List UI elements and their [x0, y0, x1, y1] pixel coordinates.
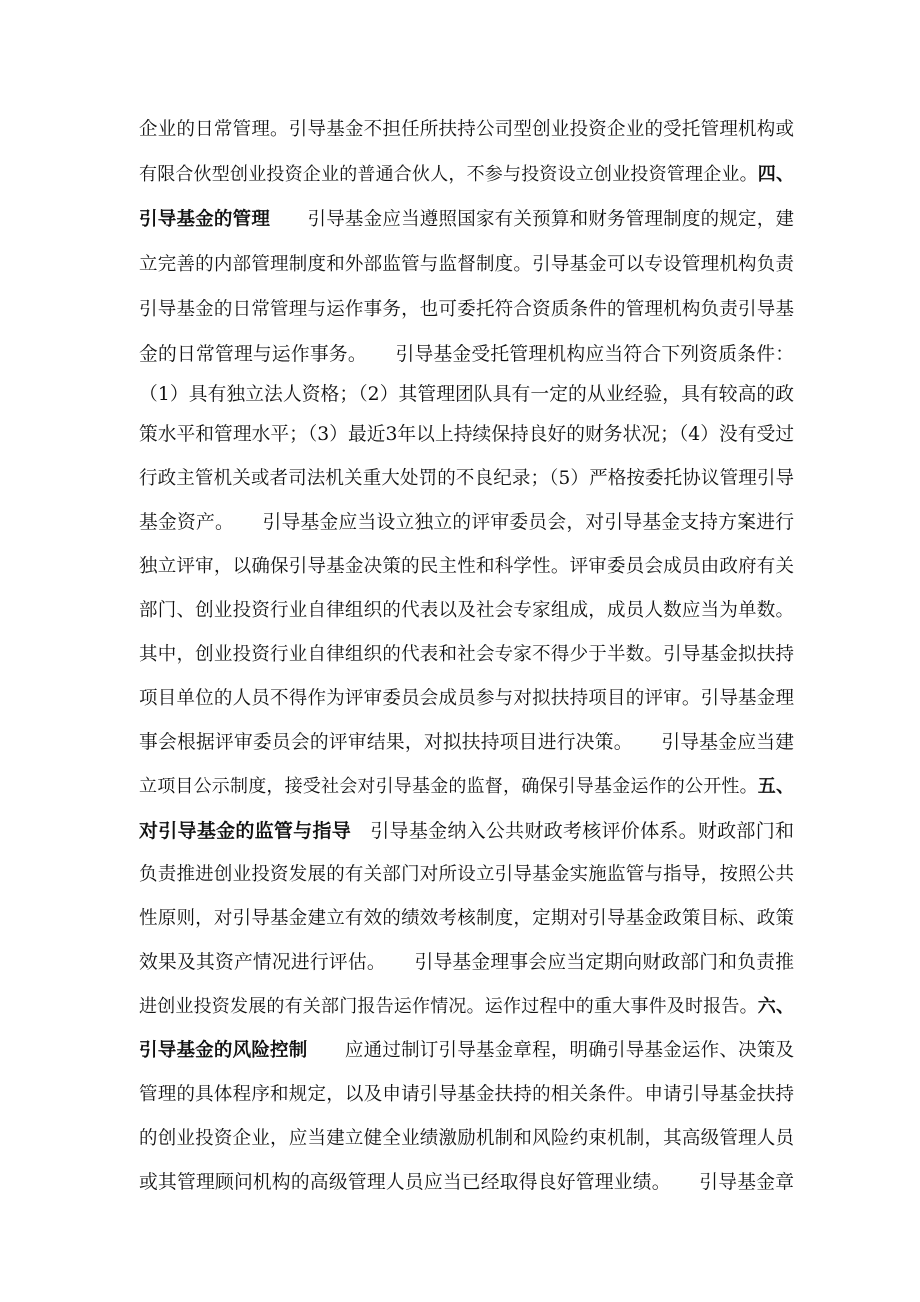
line-text: 应通过制订引导基金章程，明确引导基金运作、决策及	[307, 1040, 794, 1061]
line-text: 企业的日常管理。引导基金不担任所扶持公司型创业投资企业的受托管理机构或	[139, 119, 794, 140]
text-line	[139, 420, 794, 450]
text-line	[139, 1036, 794, 1066]
line-text: 的创业投资企业，应当建立健全业绩激励机制和风险约束机制，其高级管理人员	[139, 1128, 794, 1149]
text-line	[139, 1168, 794, 1198]
line-text: 独立评审，以确保引导基金决策的民主性和科学性。评审委员会成员由政府有关	[139, 556, 794, 577]
text-line	[139, 596, 794, 626]
line-text: 策水平和管理水平；（3）最近3年以上持续保持良好的财务状况；（4）没有受过	[139, 424, 794, 445]
line-text: 行政主管机关或者司法机关重大处罚的不良纪录；（5）严格按委托协议管理引导	[139, 468, 794, 489]
text-line	[139, 992, 794, 1022]
section-heading: 对引导基金的监管与指导	[139, 820, 351, 842]
line-text: 负责推进创业投资发展的有关部门对所设立引导基金实施监管与指导，按照公共	[139, 864, 794, 885]
text-line	[139, 115, 794, 145]
line-text: 效果及其资产情况进行评估。 引导基金理事会应当定期向财政部门和负责推	[139, 952, 794, 973]
line-text: 部门、创业投资行业自律组织的代表以及社会专家组成，成员人数应当为单数。	[139, 600, 794, 621]
line-text: 立完善的内部管理制度和外部监管与监督制度。引导基金可以专设管理机构负责	[139, 254, 794, 275]
section-number: 五、	[757, 776, 794, 797]
line-text: 基金资产。 引导基金应当设立独立的评审委员会，对引导基金支持方案进行	[139, 512, 794, 533]
line-text: 有限合伙型创业投资企业的普通合伙人，不参与投资设立创业投资管理企业。	[139, 164, 758, 185]
text-line	[139, 816, 794, 846]
text-line	[139, 295, 794, 325]
text-line	[139, 904, 794, 934]
text-line	[139, 340, 794, 370]
text-line	[139, 464, 794, 494]
text-line	[139, 772, 794, 802]
text-line	[139, 860, 794, 890]
section-number: 四、	[757, 164, 794, 185]
line-text: 引导基金纳入公共财政考核评价体系。财政部门和	[351, 820, 794, 842]
line-text: 金的日常管理与运作事务。 引导基金受托管理机构应当符合下列资质条件：	[139, 344, 794, 365]
line-text: 进创业投资发展的有关部门报告运作情况。运作过程中的重大事件及时报告。	[139, 996, 758, 1017]
line-text: 性原则，对引导基金建立有效的绩效考核制度，定期对引导基金政策目标、政策	[139, 908, 794, 929]
text-line	[139, 160, 794, 190]
line-text: 引导基金的日常管理与运作事务，也可委托符合资质条件的管理机构负责引导基	[139, 299, 794, 320]
line-text: 管理的具体程序和规定，以及申请引导基金扶持的相关条件。申请引导基金扶持	[139, 1084, 794, 1105]
text-line	[139, 1124, 794, 1154]
line-text: 事会根据评审委员会的评审结果，对拟扶持项目进行决策。 引导基金应当建	[139, 732, 794, 753]
text-line	[139, 250, 794, 280]
text-line	[139, 728, 794, 758]
line-text: 引导基金应当遵照国家有关预算和财务管理制度的规定，建	[270, 209, 794, 230]
line-text: 立项目公示制度，接受社会对引导基金的监督，确保引导基金运作的公开性。	[139, 776, 758, 797]
text-line	[139, 205, 794, 235]
text-line	[139, 948, 794, 978]
section-heading: 引导基金的风险控制	[139, 1040, 308, 1061]
text-line	[139, 640, 794, 670]
text-line	[139, 1080, 794, 1110]
text-line	[139, 684, 794, 714]
line-text: 项目单位的人员不得作为评审委员会成员参与对拟扶持项目的评审。引导基金理	[139, 688, 794, 709]
section-number: 六、	[757, 996, 794, 1017]
line-text: 或其管理顾问机构的高级管理人员应当已经取得良好管理业绩。 引导基金章	[139, 1172, 794, 1193]
line-text: 其中，创业投资行业自律组织的代表和社会专家不得少于半数。引导基金拟扶持	[139, 644, 794, 665]
text-line	[139, 380, 794, 410]
line-text: （1）具有独立法人资格；（2）其管理团队具有一定的从业经验，具有较高的政	[139, 384, 794, 405]
text-line	[139, 552, 794, 582]
text-line	[139, 508, 794, 538]
section-heading: 引导基金的管理	[139, 209, 271, 230]
